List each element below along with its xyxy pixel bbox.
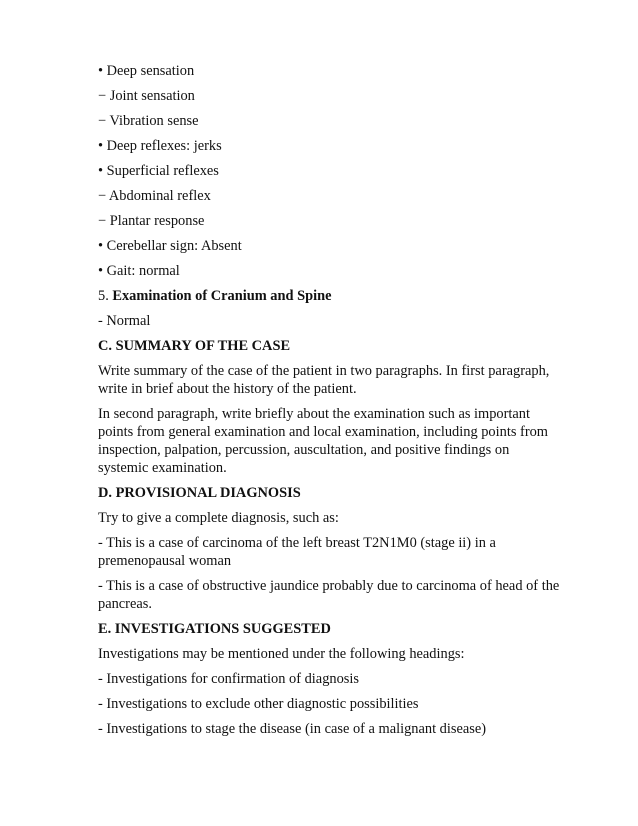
paragraph-line: systemic examination. bbox=[98, 460, 227, 476]
paragraph-line: write in brief about the history of the patient. bbox=[98, 381, 357, 397]
section-c-paragraph-2 bbox=[98, 405, 558, 477]
section-d-example-1 bbox=[98, 534, 558, 570]
document-page bbox=[98, 62, 558, 745]
paragraph-line: Write summary of the case of the patient in two paragraphs. In first paragraph, bbox=[98, 363, 550, 379]
list-item: − Vibration sense bbox=[98, 113, 199, 129]
list-item: • Superficial reflexes bbox=[98, 163, 219, 179]
section-5-number: 5. bbox=[98, 288, 113, 304]
list-item: − Plantar response bbox=[98, 213, 205, 229]
list-item: - Investigations to stage the disease (in case of a malignant disease) bbox=[98, 721, 487, 737]
list-item: - Investigations for confirmation of diagnosis bbox=[98, 671, 359, 687]
section-c-paragraph-1 bbox=[98, 362, 558, 398]
paragraph-line: - This is a case of carcinoma of the left breast T2N1M0 (stage ii) in a bbox=[98, 535, 496, 551]
paragraph-line: points from general examination and local examination, including points from bbox=[98, 424, 548, 440]
list-item: • Cerebellar sign: Absent bbox=[98, 238, 242, 254]
section-d-heading: D. PROVISIONAL DIAGNOSIS bbox=[98, 485, 301, 501]
list-item: − Abdominal reflex bbox=[98, 188, 211, 204]
section-5-value: - Normal bbox=[98, 313, 151, 329]
section-d-example-2 bbox=[98, 577, 558, 613]
paragraph-line: In second paragraph, write briefly about the examination such as important bbox=[98, 406, 530, 422]
section-5-heading bbox=[98, 287, 558, 305]
section-c-heading: C. SUMMARY OF THE CASE bbox=[98, 338, 291, 354]
section-e-heading: E. INVESTIGATIONS SUGGESTED bbox=[98, 621, 331, 637]
list-item: - Investigations to exclude other diagnostic possibilities bbox=[98, 696, 419, 712]
paragraph-line: pancreas. bbox=[98, 596, 152, 612]
paragraph-line: inspection, palpation, percussion, auscultation, and positive findings on bbox=[98, 442, 510, 458]
list-item: • Deep reflexes: jerks bbox=[98, 138, 222, 154]
paragraph-line: premenopausal woman bbox=[98, 553, 232, 569]
list-item: − Joint sensation bbox=[98, 88, 195, 104]
section-d-intro: Try to give a complete diagnosis, such as: bbox=[98, 510, 339, 526]
paragraph-line: - This is a case of obstructive jaundice probably due to carcinoma of head of the bbox=[98, 578, 560, 594]
list-item: • Gait: normal bbox=[98, 263, 180, 279]
section-5-title: Examination of Cranium and Spine bbox=[112, 288, 332, 304]
section-e-intro: Investigations may be mentioned under the following headings: bbox=[98, 646, 465, 662]
list-item: • Deep sensation bbox=[98, 63, 195, 79]
